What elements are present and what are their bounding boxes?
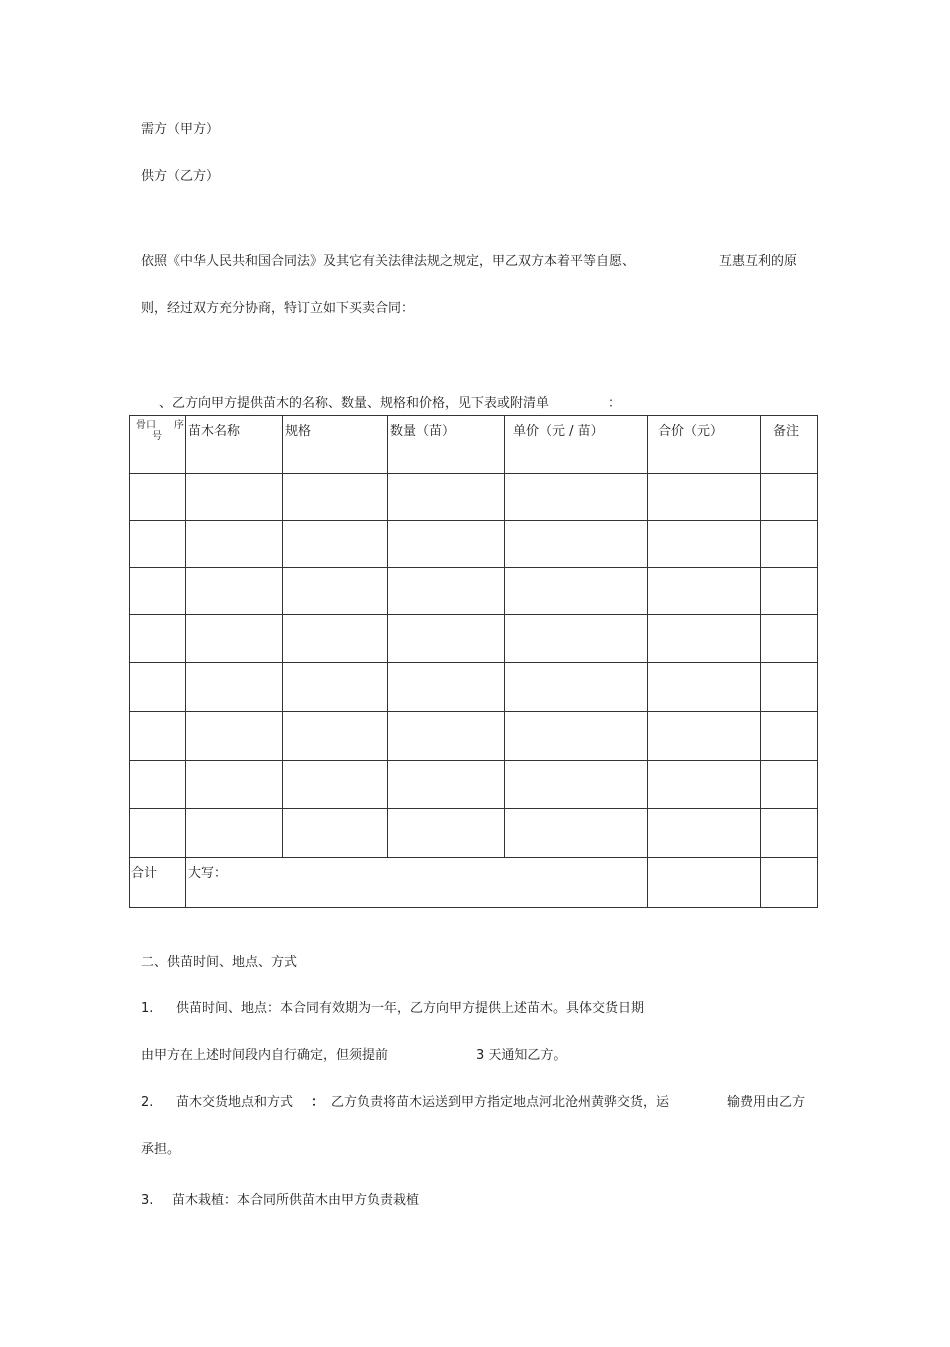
header-seq-right: 序 bbox=[174, 420, 184, 431]
header-name bbox=[186, 416, 283, 474]
item1-text: 供苗时间、地点：本合同有效期为一年，乙方向甲方提供上述苗木。具体交货日期 bbox=[176, 1001, 645, 1016]
item2-text-end: 输费用由乙方 bbox=[727, 1095, 806, 1110]
header-seq-bottom: 号 bbox=[152, 431, 162, 442]
section2-heading: 二、供苗时间、地点、方式 bbox=[141, 955, 298, 970]
header-unit-price-label: 单价（元 / 苗） bbox=[513, 424, 604, 439]
item2-colon: ： bbox=[311, 1095, 325, 1110]
table-row bbox=[130, 809, 818, 858]
total-label: 合计 bbox=[131, 866, 158, 881]
table-row bbox=[130, 568, 818, 615]
header-spec-label: 规格 bbox=[285, 424, 312, 439]
header-total-price bbox=[648, 416, 761, 474]
header-quantity bbox=[388, 416, 505, 474]
seller-label: 供方（乙方） bbox=[141, 169, 220, 184]
capital-label: 大写： bbox=[188, 866, 228, 881]
item2-label: 苗木交货地点和方式 bbox=[176, 1095, 294, 1110]
header-total-price-label: 合价（元） bbox=[658, 424, 724, 439]
section1-heading-colon: ： bbox=[608, 396, 622, 411]
item3-number: 3. bbox=[141, 1193, 154, 1208]
header-quantity-label: 数量（苗） bbox=[390, 424, 456, 439]
header-name-label: 苗木名称 bbox=[188, 424, 241, 439]
table-row bbox=[130, 474, 818, 521]
total-remarks-cell bbox=[761, 858, 818, 908]
header-spec bbox=[283, 416, 388, 474]
item2-text: 乙方负责将苗木运送到甲方指定地点河北沧州黄骅交货，运 bbox=[331, 1095, 670, 1110]
seedling-table bbox=[129, 415, 818, 908]
section1-heading: 、乙方向甲方提供苗木的名称、数量、规格和价格，见下表或附清单 bbox=[159, 396, 550, 411]
table-row bbox=[130, 761, 818, 809]
item1-number: 1. bbox=[141, 1001, 154, 1016]
table-row bbox=[130, 615, 818, 663]
header-seq bbox=[130, 416, 186, 474]
table-row bbox=[130, 712, 818, 761]
item2-number: 2. bbox=[141, 1095, 154, 1110]
table-header-row bbox=[130, 416, 818, 474]
item3-text: 苗木栽植：本合同所供苗木由甲方负责栽植 bbox=[172, 1193, 420, 1208]
header-seq-top: 骨口 bbox=[136, 420, 156, 431]
table-total-row bbox=[130, 858, 818, 908]
buyer-label: 需方（甲方） bbox=[141, 122, 220, 137]
item1-continuation: 由甲方在上述时间段内自行确定，但须提前 bbox=[141, 1048, 389, 1063]
table-row bbox=[130, 663, 818, 712]
item1-notice-days: 3 天通知乙方。 bbox=[476, 1048, 567, 1063]
item2-continuation: 承担。 bbox=[141, 1142, 181, 1157]
table-row bbox=[130, 521, 818, 568]
total-label-cell bbox=[130, 858, 186, 908]
header-unit-price bbox=[505, 416, 648, 474]
intro-line-2: 则，经过双方充分协商，特订立如下买卖合同： bbox=[141, 301, 415, 316]
intro-line-1-end: 互惠互利的原 bbox=[719, 254, 798, 269]
capital-amount-cell bbox=[186, 858, 648, 908]
total-amount-cell bbox=[648, 858, 761, 908]
header-remarks bbox=[761, 416, 818, 474]
header-remarks-label: 备注 bbox=[773, 424, 800, 439]
intro-line-1: 依照《中华人民共和国合同法》及其它有关法律法规之规定，甲乙双方本着平等自愿、 bbox=[141, 254, 636, 269]
